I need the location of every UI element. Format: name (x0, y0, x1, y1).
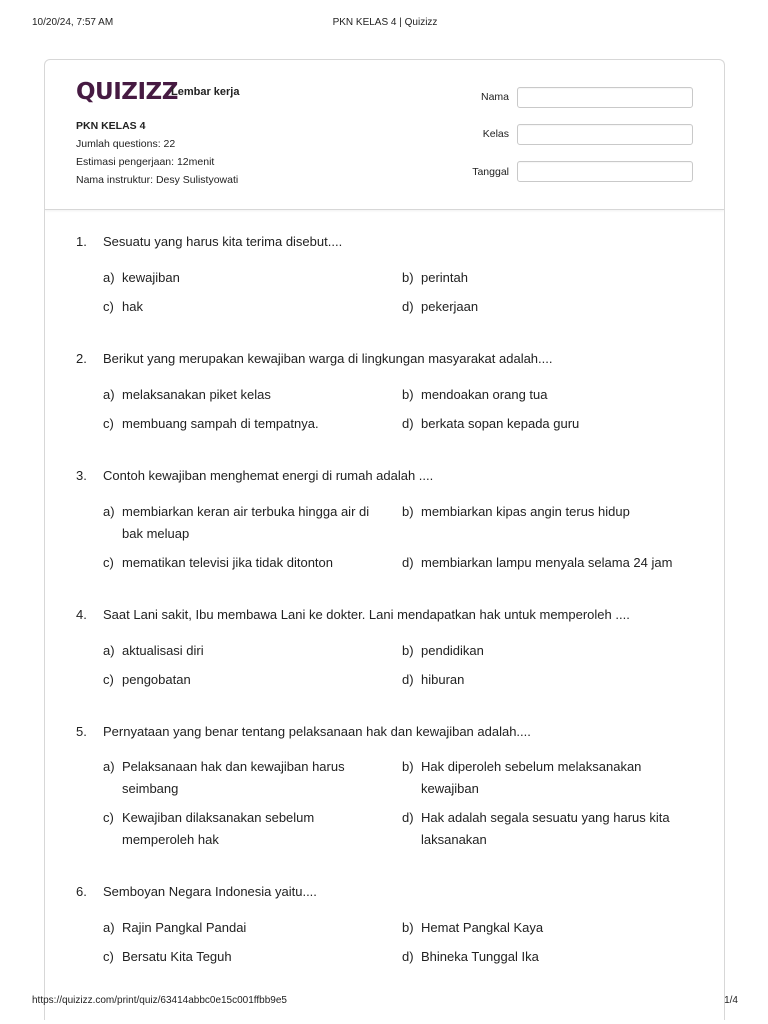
option-letter: b) (402, 643, 414, 658)
option-letter: a) (103, 387, 115, 402)
name-field[interactable] (517, 87, 693, 108)
option-letter: b) (402, 504, 414, 519)
option-2a (103, 384, 388, 406)
print-header (32, 17, 738, 31)
class-field[interactable] (517, 124, 693, 145)
option-5c (103, 807, 388, 851)
option-3b (402, 501, 692, 523)
question-count: Jumlah questions: 22 (76, 138, 176, 150)
option-letter: b) (402, 270, 414, 285)
option-text: mendoakan orang tua (421, 387, 548, 402)
class-label: Kelas (482, 128, 509, 140)
print-date: 10/20/24, 7:57 AM (32, 17, 114, 28)
option-text: pengobatan (122, 672, 191, 687)
question-text: Pernyataan yang benar tentang pelaksanaan hak dan kewajiban adalah.... (103, 724, 531, 739)
option-5a (103, 756, 388, 800)
page-number: 1/4 (724, 995, 738, 1006)
option-6a (103, 917, 388, 939)
option-text: pekerjaan (421, 299, 479, 314)
option-letter: a) (103, 270, 115, 285)
option-text: membiarkan kipas angin terus hidup (421, 504, 630, 519)
option-5d (402, 807, 692, 851)
option-4d (402, 669, 692, 691)
option-3a (103, 501, 388, 545)
option-6c (103, 946, 388, 968)
option-letter: d) (402, 555, 414, 570)
option-1d (402, 296, 692, 318)
option-text: kewajiban (122, 270, 180, 285)
print-footer (32, 995, 738, 1009)
print-title: PKN KELAS 4 | Quizizz (332, 17, 438, 28)
worksheet-header (45, 60, 724, 210)
question-text: Contoh kewajiban menghemat energi di rumah adalah .... (103, 468, 434, 483)
question-text: Saat Lani sakit, Ibu membawa Lani ke dokter. Lani mendapatkan hak untuk memperoleh .... (103, 607, 630, 622)
option-letter: b) (402, 759, 414, 774)
option-1a (103, 267, 388, 289)
option-4a (103, 640, 388, 662)
option-4b (402, 640, 692, 662)
question-number: 5. (76, 724, 87, 739)
name-label: Nama (480, 91, 509, 103)
date-field[interactable] (517, 161, 693, 182)
option-text: Bhineka Tunggal Ika (421, 949, 539, 964)
option-3d (402, 552, 692, 574)
option-text: berkata sopan kepada guru (421, 416, 580, 431)
option-3c (103, 552, 388, 574)
option-6b (402, 917, 692, 939)
option-1b (402, 267, 692, 289)
option-text: hiburan (421, 672, 465, 687)
option-text: membiarkan keran air terbuka hingga air di bak meluap (122, 504, 370, 541)
question-number: 2. (76, 351, 87, 366)
option-text: hak (122, 299, 143, 314)
worksheet-label: Lembar kerja (171, 86, 240, 98)
option-letter: a) (103, 920, 115, 935)
option-letter: d) (402, 416, 414, 431)
option-text: Hak diperoleh sebelum melaksanakan kewajiban (421, 759, 642, 796)
option-letter: c) (103, 299, 114, 314)
option-1c (103, 296, 388, 318)
option-text: Hak adalah segala sesuatu yang harus kita laksanakan (421, 810, 670, 847)
option-letter: c) (103, 810, 114, 825)
option-text: aktualisasi diri (122, 643, 204, 658)
question-number: 3. (76, 468, 87, 483)
question-text: Sesuatu yang harus kita terima disebut.... (103, 234, 343, 249)
question-number: 1. (76, 234, 87, 249)
print-url: https://quizizz.com/print/quiz/63414abbc0e15c001ffbb9e5 (32, 995, 287, 1006)
quiz-title: PKN KELAS 4 (76, 120, 146, 132)
time-estimate: Estimasi pengerjaan: 12menit (76, 156, 215, 168)
question-text: Semboyan Negara Indonesia yaitu.... (103, 884, 317, 899)
option-4c (103, 669, 388, 691)
option-letter: d) (402, 949, 414, 964)
option-letter: d) (402, 299, 414, 314)
option-letter: c) (103, 555, 114, 570)
option-2b (402, 384, 692, 406)
question-text: Berikut yang merupakan kewajiban warga di lingkungan masyarakat adalah.... (103, 351, 553, 366)
option-letter: c) (103, 672, 114, 687)
option-text: membiarkan lampu menyala selama 24 jam (421, 555, 673, 570)
quizizz-logo: QUIZIZZ (76, 79, 178, 105)
option-2d (402, 413, 692, 435)
option-text: perintah (421, 270, 468, 285)
option-text: Hemat Pangkal Kaya (421, 920, 544, 935)
instructor-name: Nama instruktur: Desy Sulistyowati (76, 174, 239, 186)
option-text: Pelaksanaan hak dan kewajiban harus seimbang (122, 759, 345, 796)
option-letter: c) (103, 416, 114, 431)
option-text: Kewajiban dilaksanakan sebelum memperoleh hak (122, 810, 315, 847)
option-text: melaksanakan piket kelas (122, 387, 271, 402)
option-text: Bersatu Kita Teguh (122, 949, 232, 964)
option-letter: a) (103, 504, 115, 519)
option-2c (103, 413, 388, 435)
date-label: Tanggal (472, 166, 509, 178)
worksheet (44, 59, 725, 1020)
option-letter: b) (402, 920, 414, 935)
option-letter: d) (402, 672, 414, 687)
option-letter: a) (103, 643, 115, 658)
option-5b (402, 756, 692, 800)
option-6d (402, 946, 692, 968)
option-text: Rajin Pangkal Pandai (122, 920, 247, 935)
question-number: 4. (76, 607, 87, 622)
option-text: mematikan televisi jika tidak ditonton (122, 555, 333, 570)
option-letter: d) (402, 810, 414, 825)
question-number: 6. (76, 884, 87, 899)
option-letter: c) (103, 949, 114, 964)
option-letter: b) (402, 387, 414, 402)
option-text: pendidikan (421, 643, 484, 658)
option-letter: a) (103, 759, 115, 774)
option-text: membuang sampah di tempatnya. (122, 416, 319, 431)
